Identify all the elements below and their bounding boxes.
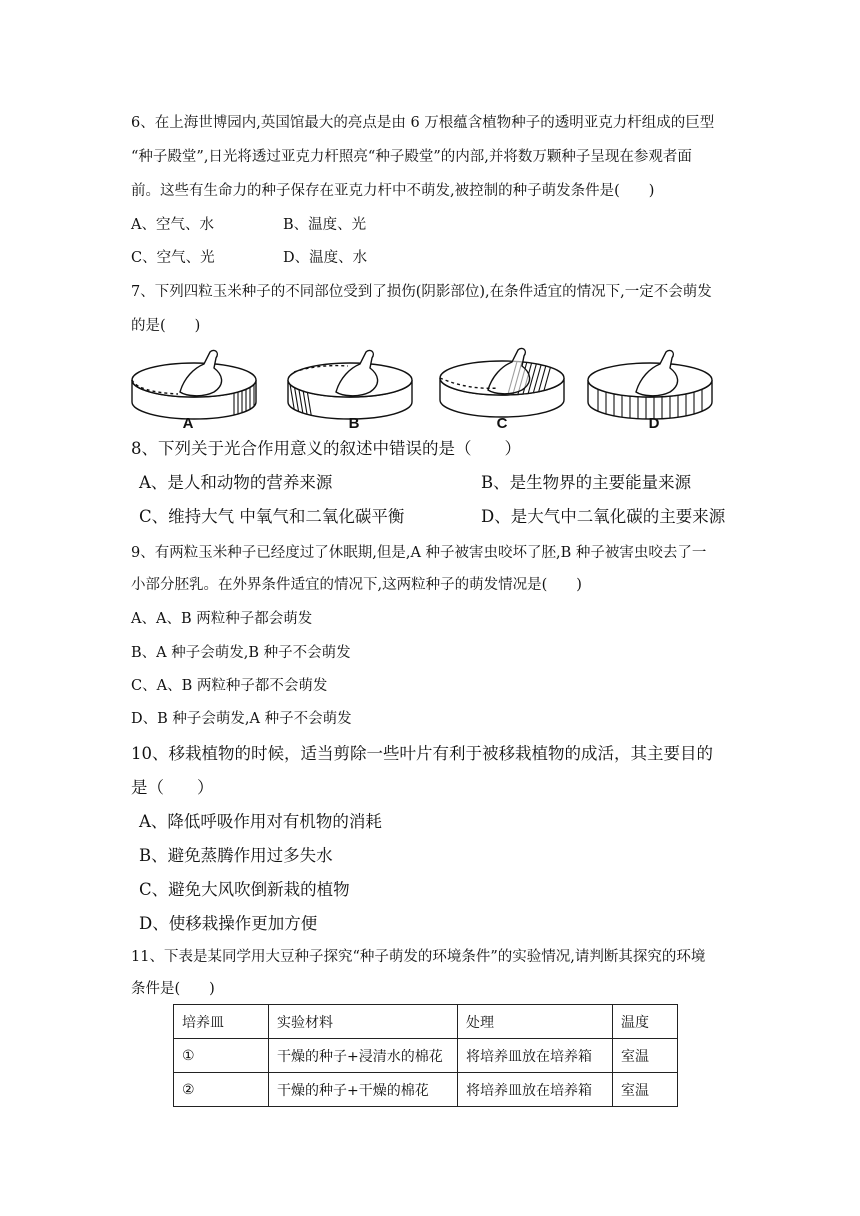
q9-option-a: A、A、B 两粒种子都会萌发	[131, 611, 313, 627]
q8-stem: 8、下列关于光合作用意义的叙述中错误的是（ ）	[131, 439, 521, 458]
q6-stem-line2: “种子殿堂”,日光将透过亚克力杆照亮“种子殿堂”的内部,并将数万颗种子呈现在参观者面	[131, 149, 692, 165]
seed-b	[288, 350, 412, 420]
table-header-cell: 处理	[458, 1005, 613, 1039]
q7-stem-line1: 7、下列四粒玉米种子的不同部位受到了损伤(阴影部位),在条件适宜的情况下,一定不会萌发	[131, 284, 712, 300]
q11-stem-line2: 条件是( )	[131, 981, 215, 997]
table-cell: 室温	[613, 1039, 678, 1073]
q10-option-c: C、避免大风吹倒新栽的植物	[139, 880, 350, 899]
table-header-cell: 培养皿	[174, 1005, 269, 1039]
q10-option-d: D、使移栽操作更加方便	[139, 914, 318, 933]
table-cell: 干燥的种子+干燥的棉花	[269, 1073, 458, 1107]
seed-label-d: D	[648, 415, 660, 428]
q6-stem-line1: 6、在上海世博园内,英国馆最大的亮点是由 6 万根蕴含植物种子的透明亚克力杆组成的巨型	[131, 115, 715, 131]
seed-label-b: B	[348, 415, 360, 428]
q10-stem-line1: 10、移栽植物的时候，适当剪除一些叶片有利于被移栽植物的成活，其主要目的	[131, 744, 713, 763]
q8-option-b: B、是生物界的主要能量来源	[481, 473, 692, 492]
experiment-table	[173, 1004, 678, 1107]
q10-option-b: B、避免蒸腾作用过多失水	[139, 846, 333, 865]
table-row	[174, 1073, 678, 1107]
q6-option-b: B、温度、光	[283, 217, 367, 233]
q6-option-a: A、空气、水	[131, 217, 214, 233]
q8-option-a: A、是人和动物的营养来源	[139, 473, 333, 492]
table-cell: ①	[174, 1039, 269, 1073]
q10-stem-line2: 是（ ）	[131, 778, 214, 797]
q9-stem-line1: 9、有两粒玉米种子已经度过了休眠期,但是,A 种子被害虫咬坏了胚,B 种子被害虫咬去了一	[131, 545, 707, 561]
seed-label-a: A	[182, 415, 194, 428]
table-cell: ②	[174, 1073, 269, 1107]
q11-stem-line1: 11、下表是某同学用大豆种子探究“种子萌发的环境条件”的实验情况,请判断其探究的环境	[131, 949, 706, 965]
seed-a	[132, 350, 256, 419]
q9-stem-line2: 小部分胚乳。在外界条件适宜的情况下,这两粒种子的萌发情况是( )	[131, 577, 582, 593]
q10-option-a: A、降低呼吸作用对有机物的消耗	[139, 812, 382, 831]
table-cell: 室温	[613, 1073, 678, 1107]
q7-stem-line2: 的是( )	[131, 318, 201, 334]
q8-option-d: D、是大气中二氧化碳的主要来源	[481, 507, 726, 526]
q9-option-c: C、A、B 两粒种子都不会萌发	[131, 678, 328, 694]
seed-d	[588, 350, 712, 420]
q8-option-c: C、维持大气 中氧气和二氧化碳平衡	[139, 507, 405, 526]
seed-c	[440, 348, 564, 417]
table-cell: 将培养皿放在培养箱	[458, 1039, 613, 1073]
table-cell: 干燥的种子+浸清水的棉花	[269, 1039, 458, 1073]
corn-seed-figures	[128, 344, 728, 428]
table-header-row	[174, 1005, 678, 1039]
q9-option-b: B、A 种子会萌发,B 种子不会萌发	[131, 645, 351, 661]
q6-option-c: C、空气、光	[131, 250, 215, 266]
table-cell: 将培养皿放在培养箱	[458, 1073, 613, 1107]
q6-option-d: D、温度、水	[283, 250, 368, 266]
q6-stem-line3: 前。这些有生命力的种子保存在亚克力杆中不萌发,被控制的种子萌发条件是( )	[131, 183, 655, 199]
table-header-cell: 实验材料	[269, 1005, 458, 1039]
q9-option-d: D、B 种子会萌发,A 种子不会萌发	[131, 711, 352, 727]
seed-label-c: C	[496, 415, 508, 428]
table-header-cell: 温度	[613, 1005, 678, 1039]
table-row	[174, 1039, 678, 1073]
